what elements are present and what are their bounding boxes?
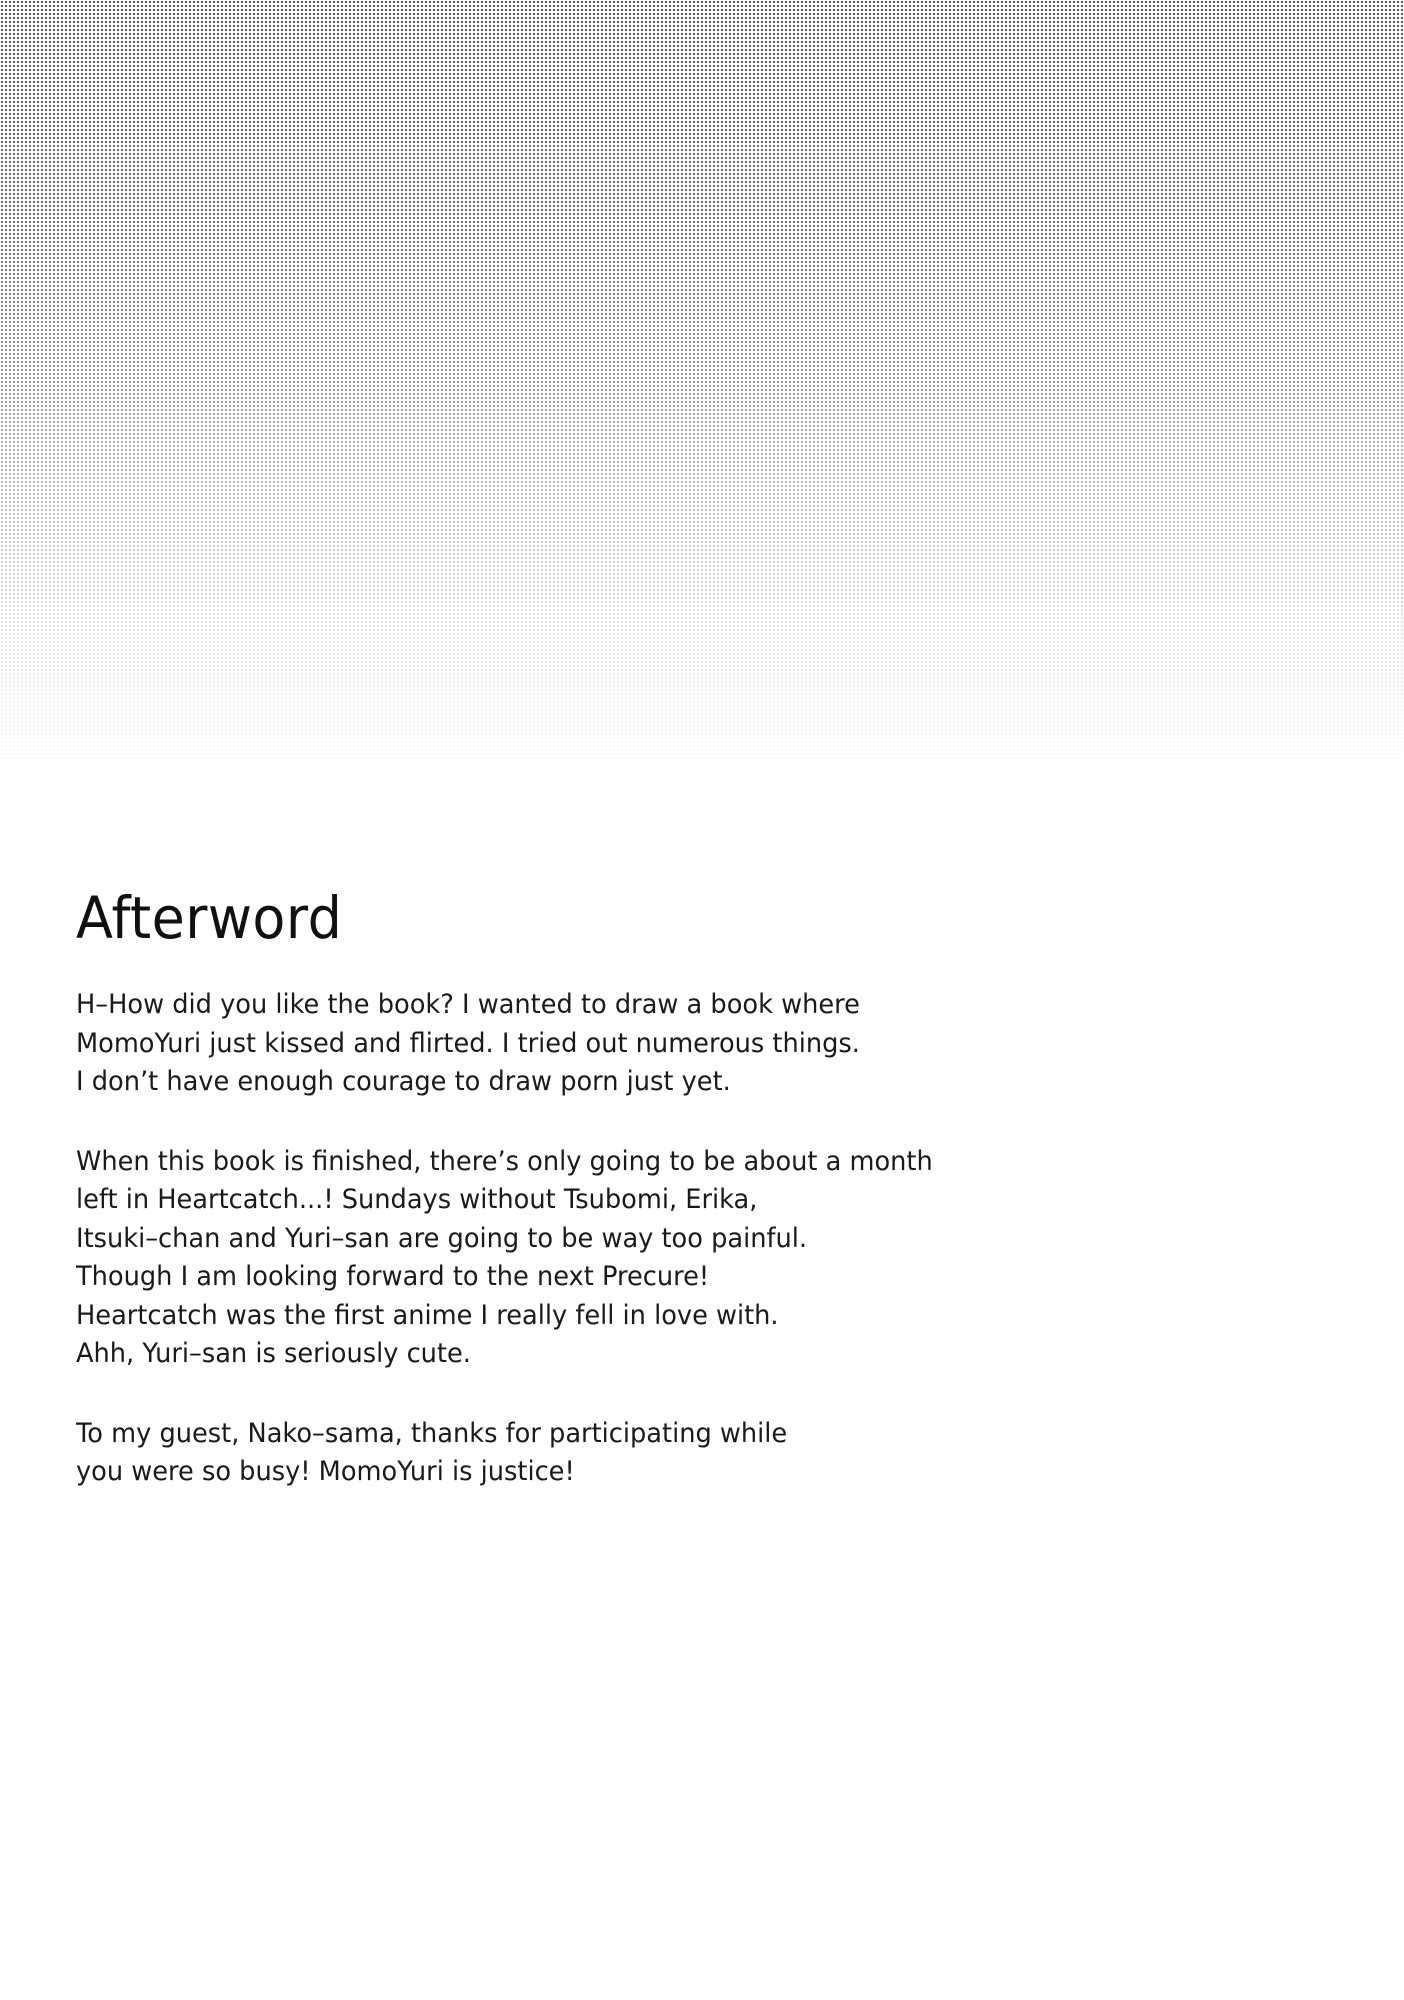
text-line: Itsuki–chan and Yuri–san are going to be way too painful. <box>76 1222 808 1254</box>
afterword-title: Afterword <box>76 884 343 952</box>
text-line: H–How did you like the book? I wanted to draw a book where <box>76 989 860 1020</box>
text-line: To my guest, Nako–sama, thanks for participating while <box>76 1417 788 1449</box>
text-line: you were so busy! MomoYuri is justice! <box>76 1456 575 1487</box>
text-line: Ahh, Yuri–san is seriously cute. <box>76 1338 471 1369</box>
text-line: When this book is finished, there’s only going to be about a month <box>76 1145 933 1177</box>
text-line: Though I am looking forward to the next Precure! <box>76 1261 710 1292</box>
paragraph-1 <box>76 986 988 1102</box>
paragraph-3 <box>76 1415 988 1492</box>
afterword-body <box>76 986 988 1533</box>
text-line: I don’t have enough courage to draw porn just yet. <box>76 1066 731 1097</box>
text-line: Heartcatch was the first anime I really fell in love with. <box>76 1299 779 1331</box>
paragraph-2 <box>76 1143 988 1374</box>
text-line: left in Heartcatch...! Sundays without Tsubomi, Erika, <box>76 1184 758 1215</box>
screentone-gradient <box>0 0 1404 780</box>
text-line: MomoYuri just kissed and flirted. I tried out numerous things. <box>76 1027 860 1059</box>
